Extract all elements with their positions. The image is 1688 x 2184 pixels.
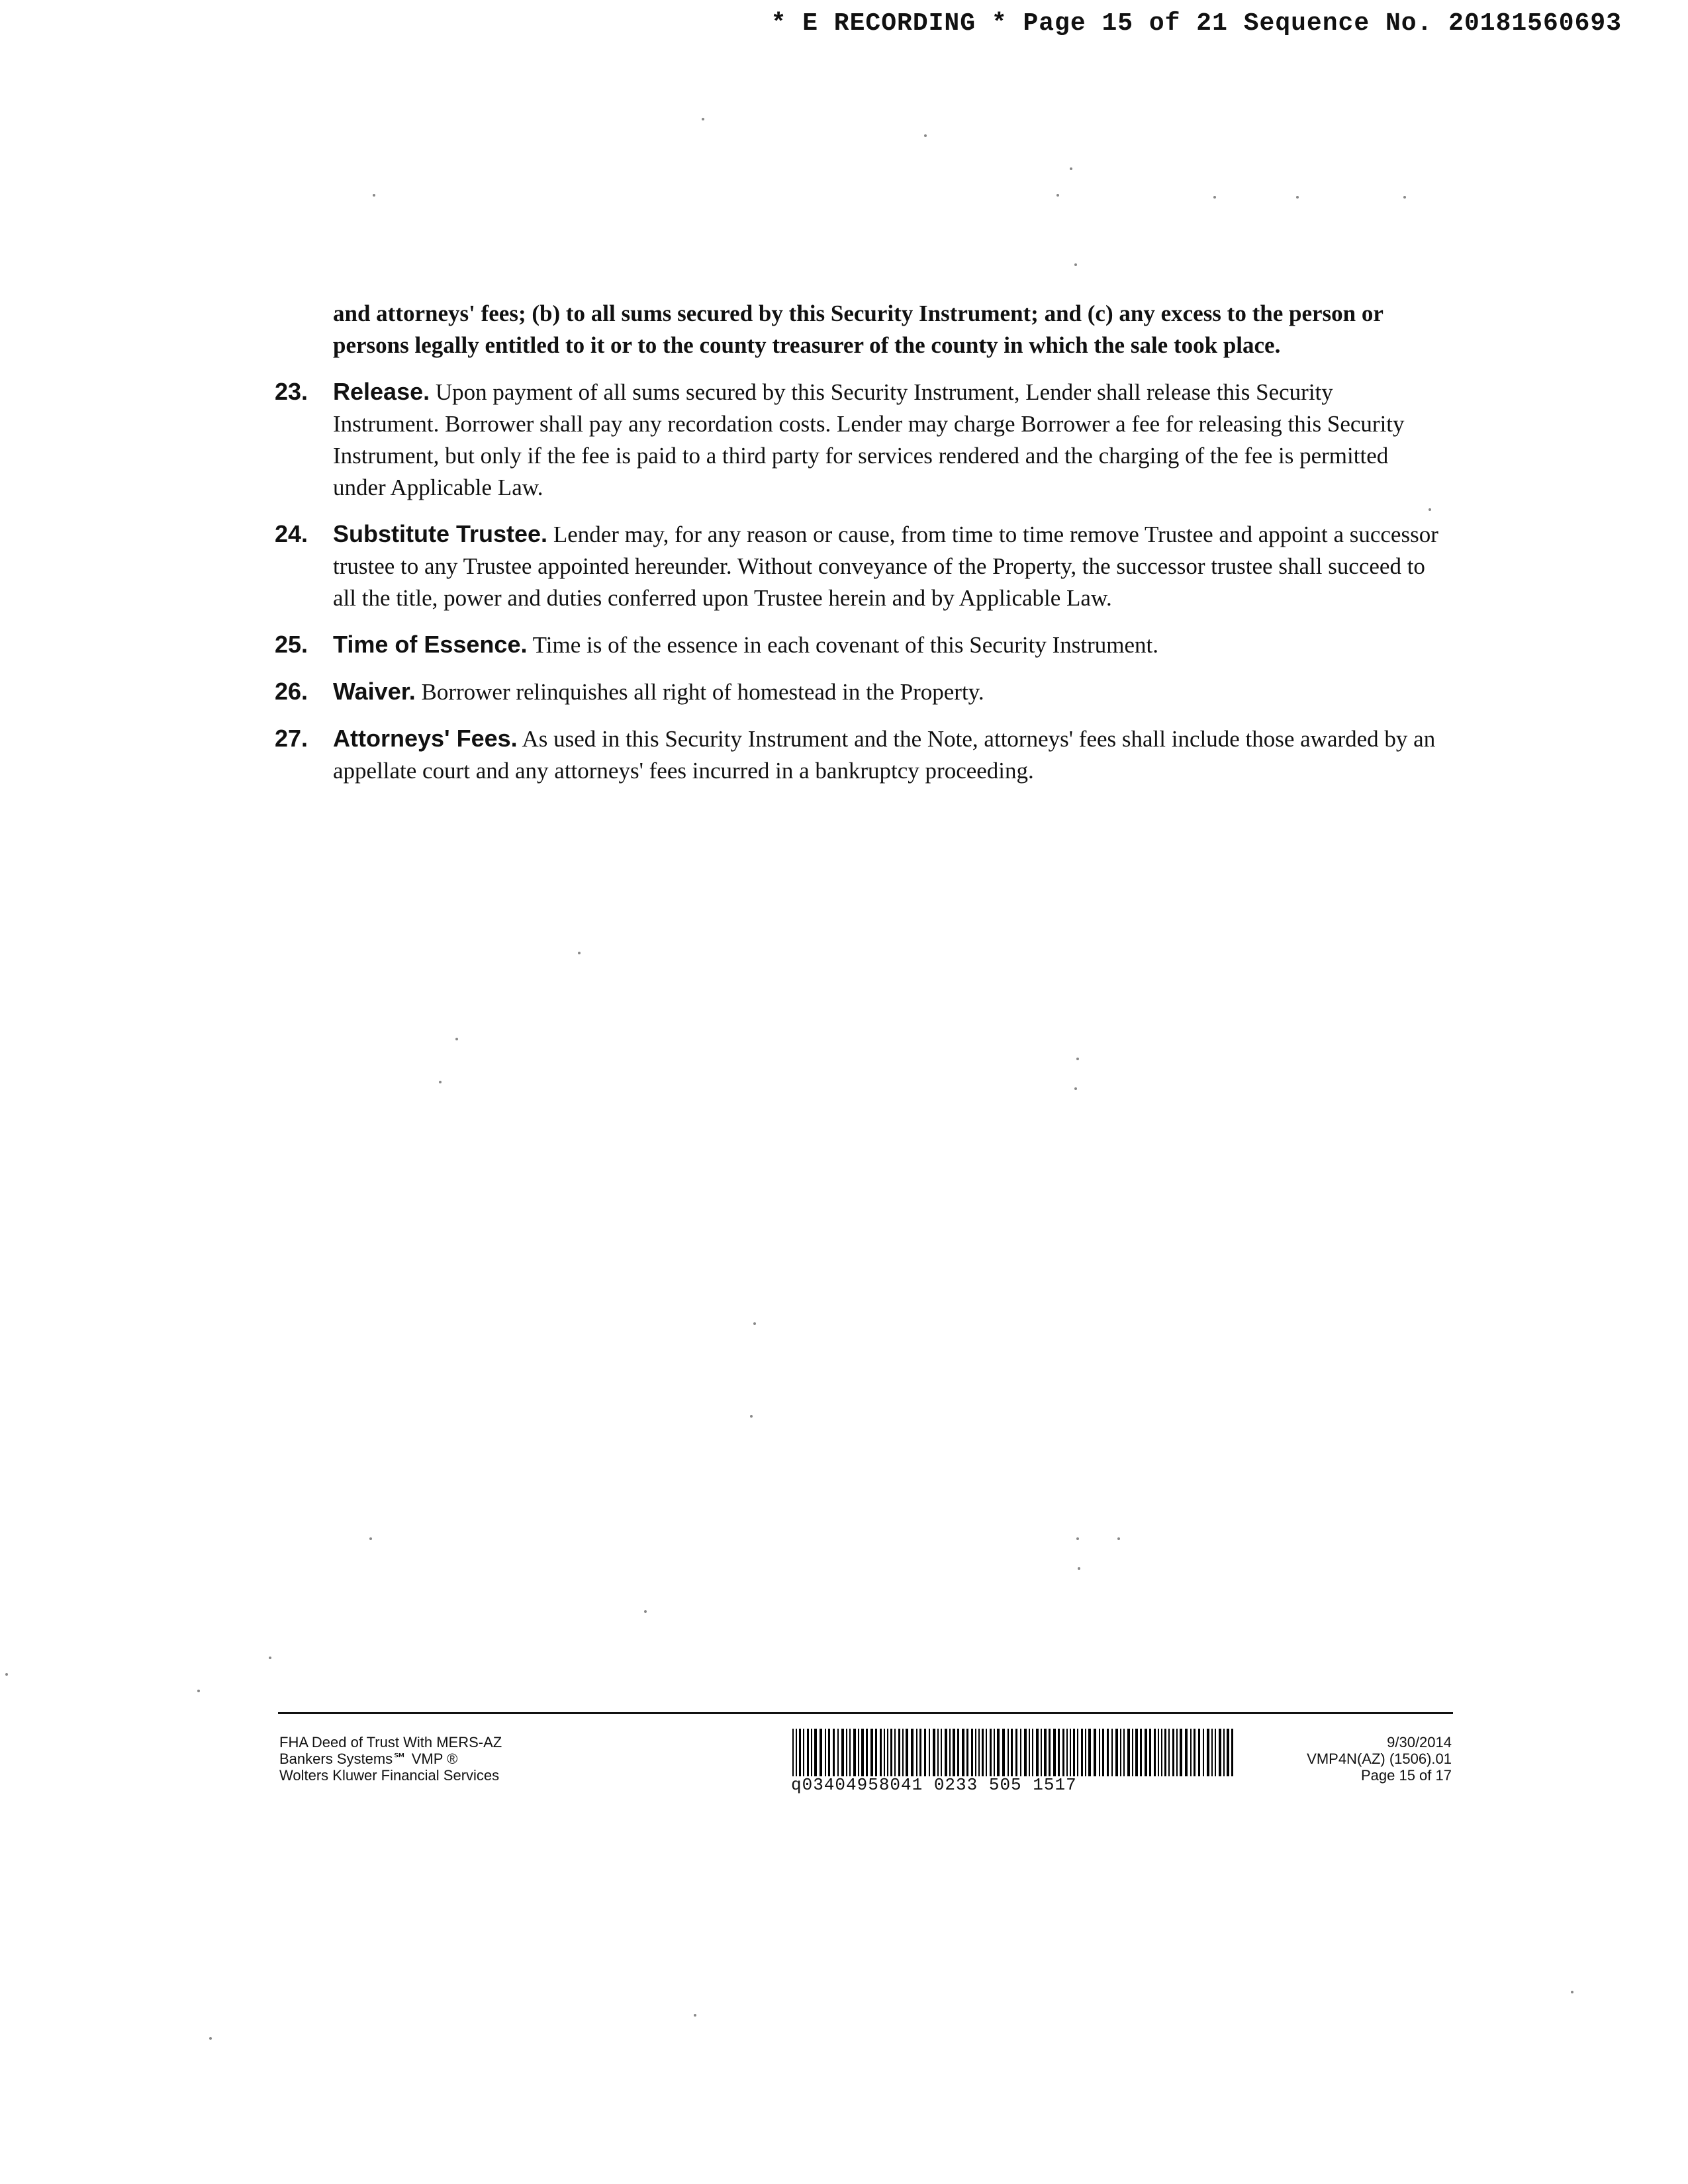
form-publisher: Bankers Systems℠ VMP ® xyxy=(279,1751,458,1767)
clause-text: Upon payment of all sums secured by this Security Instrument, Lender shall release this Security Instrument. Borrower shall pay any recordation costs. Lender may charge Borrower a fee for releasing this Security Instrument, but only if the fee is paid to a third party for services rendered and the charging of the fee is permitted under Applicable Law. xyxy=(333,379,1405,500)
barcode-number: q03404958041 0233 505 1517 xyxy=(791,1775,1077,1795)
clause-number: 24. xyxy=(275,520,308,547)
clause-heading: Substitute Trustee. xyxy=(333,520,548,547)
form-title: FHA Deed of Trust With MERS-AZ xyxy=(279,1734,502,1751)
continuation-paragraph: and attorneys' fees; (b) to all sums secured by this Security Instrument; and (c) any excess to the person or persons legally entitled to it or to the county treasurer of the county in which the sale took place. xyxy=(333,300,1383,358)
form-company: Wolters Kluwer Financial Services xyxy=(279,1767,500,1784)
clause-number: 26. xyxy=(275,678,308,705)
form-page-number: Page 15 of 17 xyxy=(1360,1767,1452,1784)
clause-number: 27. xyxy=(275,725,308,752)
clause-heading: Attorneys' Fees. xyxy=(333,725,518,752)
clause-text: Lender may, for any reason or cause, from time to time remove Trustee and appoint a successor trustee to any Trustee appointed hereunder. Without conveyance of the Property, the successor trustee shall succeed to all the title, power and duties conferred upon Trustee herein and by Applicable Law. xyxy=(333,522,1438,611)
clause-text: Borrower relinquishes all right of homestead in the Property. xyxy=(421,679,984,705)
form-date: 9/30/2014 xyxy=(1387,1734,1452,1751)
clause-heading: Release. xyxy=(333,378,430,405)
clause-text: As used in this Security Instrument and the Note, attorneys' fees shall include those awarded by an appellate court and any attorneys' fees incurred in a bankruptcy proceeding. xyxy=(333,726,1436,784)
clause-number: 25. xyxy=(275,631,308,658)
recording-header: * E RECORDING * Page 15 of 21 Sequence No. 20181560693 xyxy=(771,9,1622,38)
clause-heading: Waiver. xyxy=(333,678,416,705)
clause-text: Time is of the essence in each covenant of this Security Instrument. xyxy=(532,632,1159,658)
clause-number: 23. xyxy=(275,378,308,405)
form-code: VMP4N(AZ) (1506).01 xyxy=(1307,1751,1452,1767)
clause-heading: Time of Essence. xyxy=(333,631,528,658)
